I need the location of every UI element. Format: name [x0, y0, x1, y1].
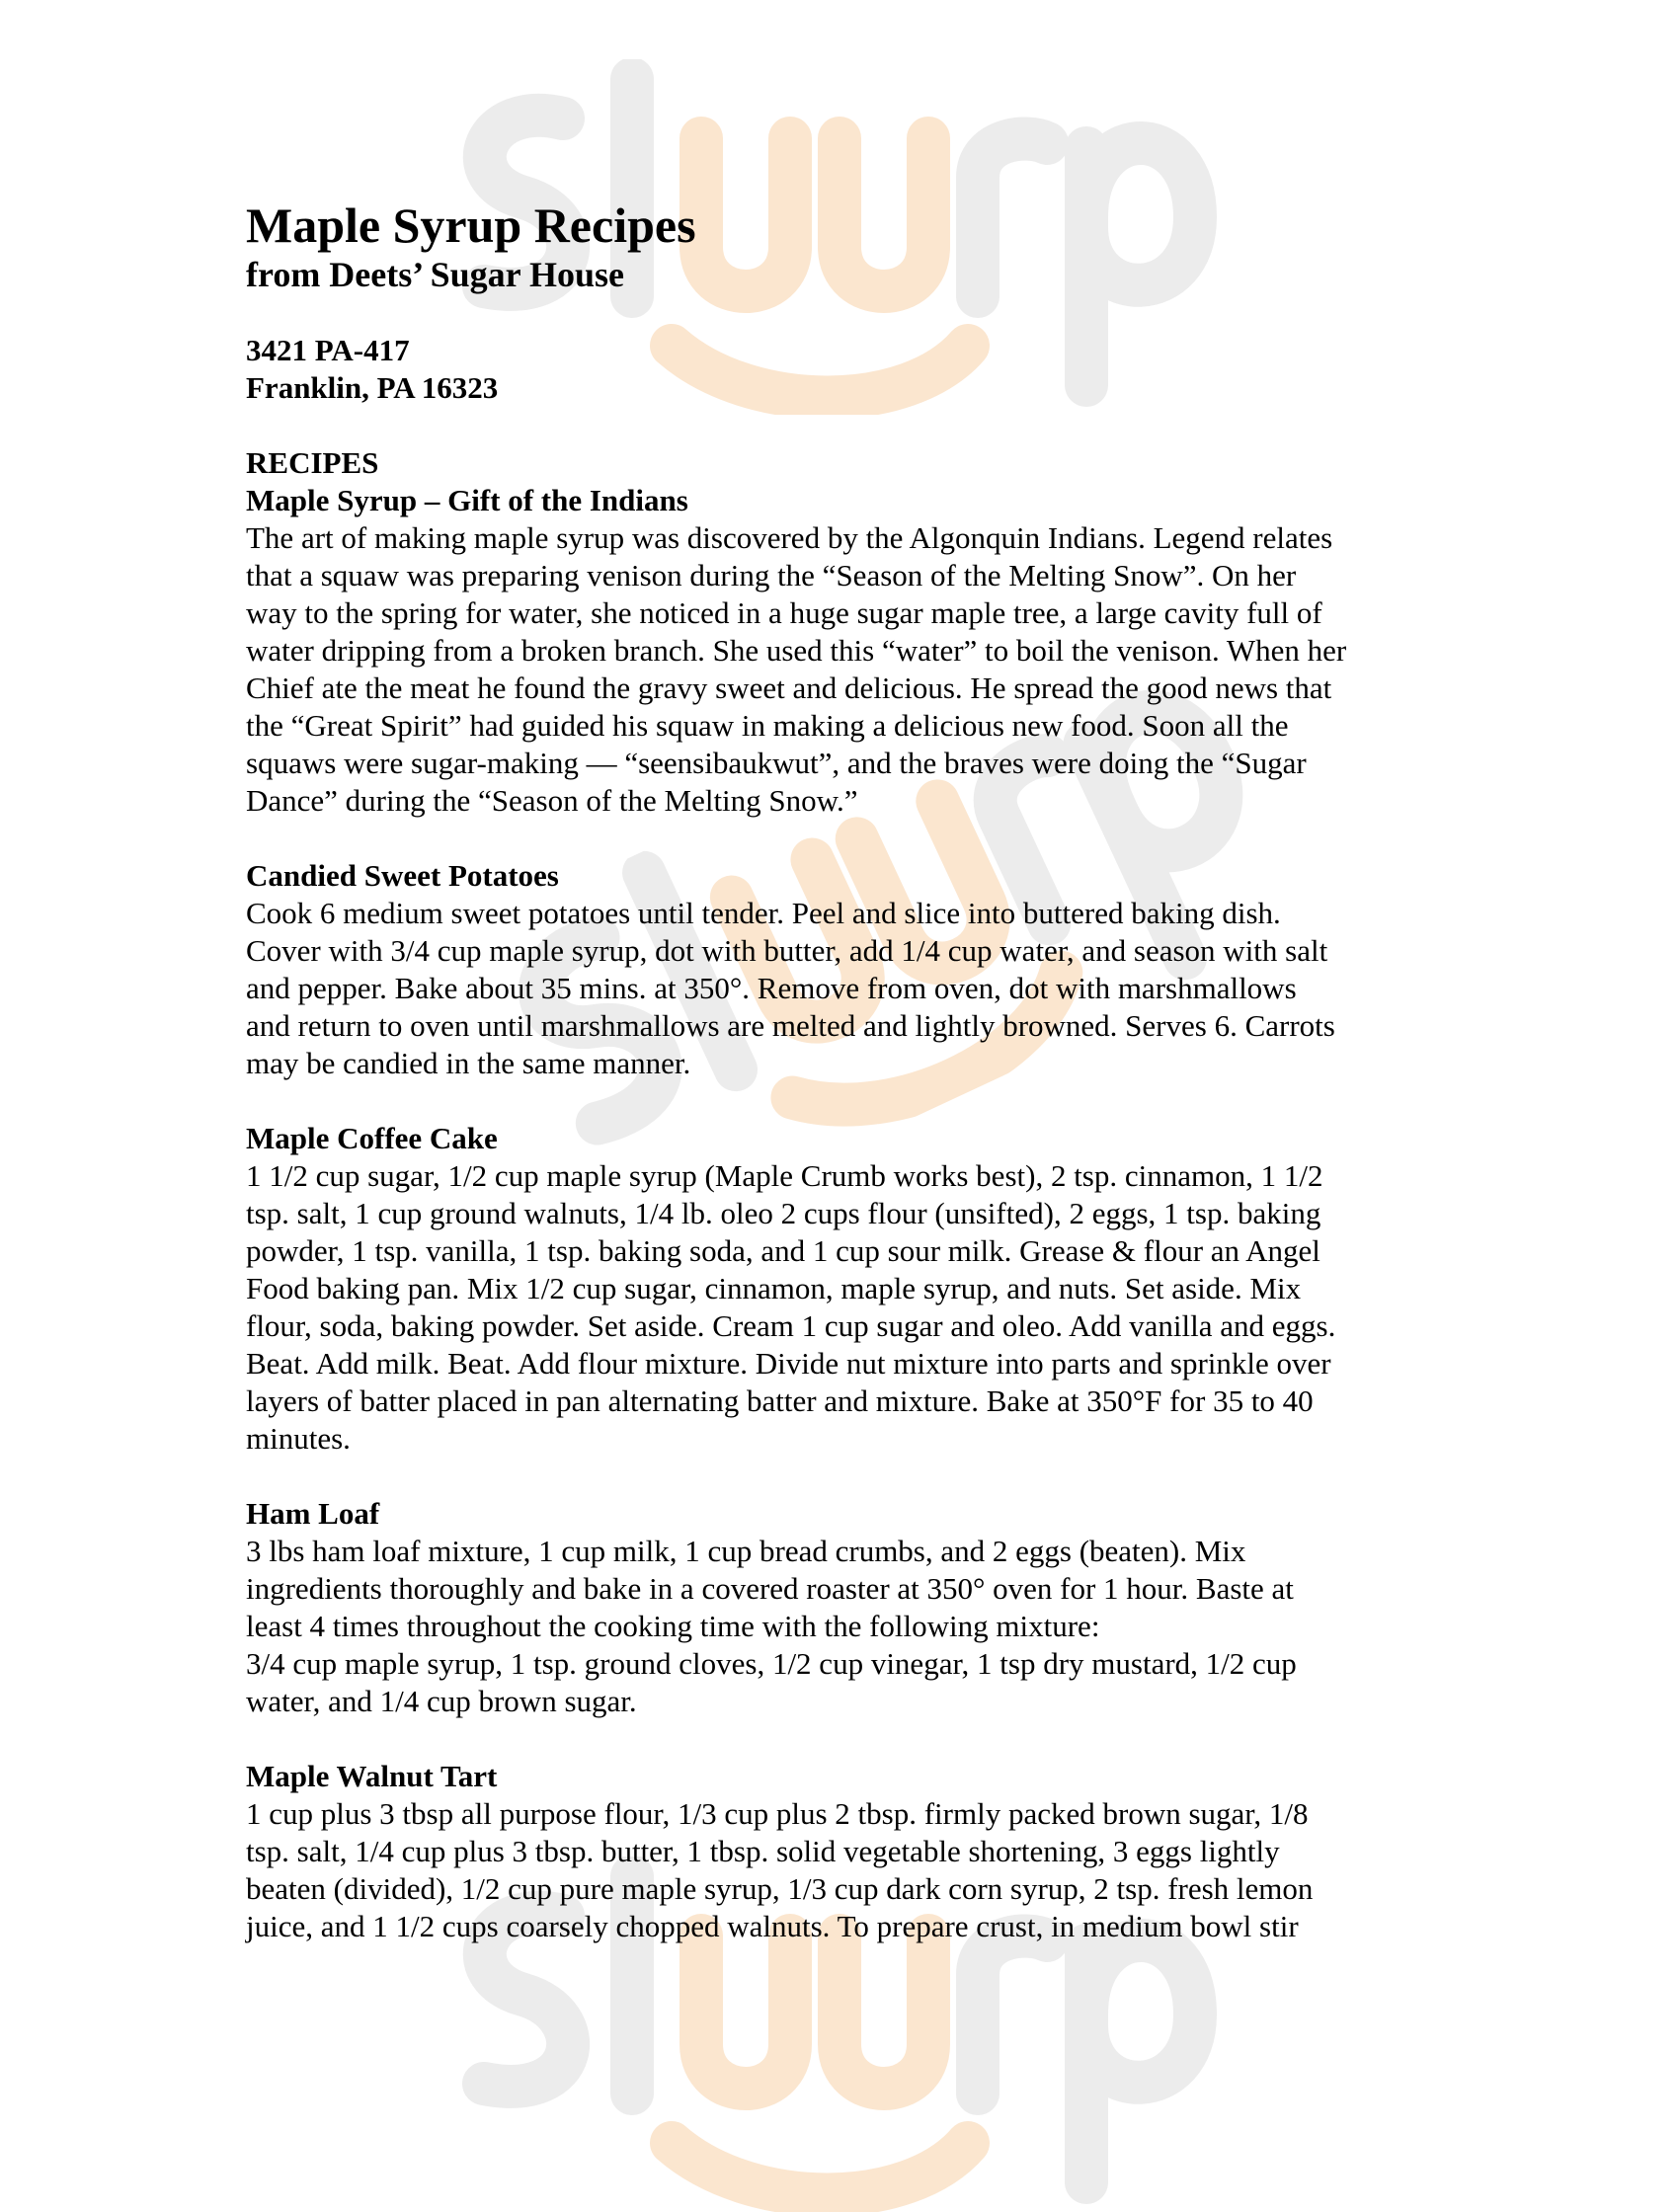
recipe-text-line: Cook 6 medium sweet potatoes until tender. Peel and slice into buttered baking dish. [246, 896, 1281, 930]
watermark-letter-shape [1086, 1940, 1195, 2182]
recipe-text-line: Dance” during the “Season of the Melting Snow.” [246, 783, 858, 818]
recipe-text-line: Cover with 3/4 cup maple syrup, dot with butter, add 1/4 cup water, and season with salt [246, 933, 1328, 968]
recipe-text-line: minutes. [246, 1421, 351, 1456]
recipe-text-line: flour, soda, baking powder. Set aside. Cream 1 cup sugar and oleo. Add vanilla and eggs. [246, 1308, 1336, 1343]
recipe-text-line: squaws were sugar-making — “seensibaukwut”, and the braves were doing the “Sugar [246, 746, 1307, 780]
recipe-heading: Maple Coffee Cake [246, 1121, 498, 1155]
recipe-text-line: and return to oven until marshmallows are melted and lightly browned. Serves 6. Carrots [246, 1008, 1335, 1043]
recipe-text-line: tsp. salt, 1 cup ground walnuts, 1/4 lb. oleo 2 cups flour (unsifted), 2 eggs, 1 tsp. baking [246, 1196, 1321, 1230]
recipe-text-line: least 4 times throughout the cooking time with the following mixture: [246, 1609, 1100, 1643]
recipe-text-line: layers of batter placed in pan alternating batter and mixture. Bake at 350°F for 35 to 40 [246, 1383, 1314, 1418]
recipe-text-line: Chief ate the meat he found the gravy sweet and delicious. He spread the good news that [246, 671, 1332, 705]
recipe-section [246, 1458, 1451, 1720]
page-subtitle: from Deets’ Sugar House [246, 255, 624, 294]
recipe-text-line: tsp. salt, 1/4 cup plus 3 tbsp. butter, 1 tbsp. solid vegetable shortening, 3 eggs lightly [246, 1834, 1280, 1868]
recipe-text-line: 3 lbs ham loaf mixture, 1 cup milk, 1 cup bread crumbs, and 2 eggs (beaten). Mix [246, 1534, 1246, 1568]
address-line: Franklin, PA 16323 [246, 370, 499, 405]
document [246, 198, 1451, 1945]
recipe-heading: Ham Loaf [246, 1496, 380, 1531]
watermark-letter-shape [701, 1936, 790, 2089]
recipe-text-line: powder, 1 tsp. vanilla, 1 tsp. baking soda, and 1 cup sour milk. Grease & flour an Angel [246, 1233, 1320, 1268]
recipe-text-line: 1 1/2 cup sugar, 1/2 cup maple syrup (Maple Crumb works best), 2 tsp. cinnamon, 1 1/2 [246, 1158, 1323, 1193]
watermark-letter-shape [840, 1936, 928, 2089]
recipe-heading: Candied Sweet Potatoes [246, 858, 559, 893]
recipe-list [246, 482, 1451, 1945]
recipe-text-line: 1 cup plus 3 tbsp all purpose flour, 1/3 cup plus 2 tbsp. firmly packed brown sugar, 1/8 [246, 1796, 1309, 1831]
recipe-text-line: water dripping from a broken branch. She used this “water” to boil the venison. When her [246, 633, 1347, 668]
recipe-text-line: way to the spring for water, she noticed in a huge sugar maple tree, a large cavity full of [246, 595, 1322, 630]
recipe-text-line: Food baking pan. Mix 1/2 cup sugar, cinnamon, maple syrup, and nuts. Set aside. Mix [246, 1271, 1302, 1305]
watermark-smile [672, 2143, 968, 2195]
recipe-text-line: The art of making maple syrup was discovered by the Algonquin Indians. Legend relates [246, 520, 1333, 555]
recipe-section [246, 482, 1451, 820]
recipe-text-line: and pepper. Bake about 35 mins. at 350°. Remove from oven, dot with marshmallows [246, 971, 1297, 1005]
recipes-heading: RECIPES [246, 445, 379, 480]
recipe-text-line: 3/4 cup maple syrup, 1 tsp. ground cloves, 1/2 cup vinegar, 1 tsp dry mustard, 1/2 cup [246, 1646, 1297, 1681]
watermark-letter-shape [978, 1936, 1047, 2094]
address-line: 3421 PA-417 [246, 333, 410, 367]
recipe-heading: Maple Walnut Tart [246, 1759, 498, 1793]
recipe-text-line: the “Great Spirit” had guided his squaw in making a delicious new food. Soon all the [246, 708, 1289, 743]
recipe-text-line: may be candied in the same manner. [246, 1046, 691, 1080]
recipe-heading: Maple Syrup – Gift of the Indians [246, 483, 688, 517]
recipe-text-line: ingredients thoroughly and bake in a covered roaster at 350° oven for 1 hour. Baste at [246, 1571, 1294, 1606]
page-title: Maple Syrup Recipes [246, 198, 696, 253]
recipe-section [246, 1720, 1451, 1945]
recipe-text-line: juice, and 1 1/2 cups coarsely chopped walnuts. To prepare crust, in medium bowl stir [246, 1909, 1299, 1943]
recipe-section [246, 1082, 1451, 1458]
recipe-text-line: beaten (divided), 1/2 cup pure maple syrup, 1/3 cup dark corn syrup, 2 tsp. fresh lemon [246, 1871, 1314, 1906]
recipe-text-line: water, and 1/4 cup brown sugar. [246, 1684, 637, 1718]
recipe-section [246, 820, 1451, 1082]
recipe-text-line: that a squaw was preparing venison during the “Season of the Melting Snow”. On her [246, 558, 1297, 592]
recipe-text-line: Beat. Add milk. Beat. Add flour mixture. Divide nut mixture into parts and sprinkle over [246, 1346, 1331, 1381]
